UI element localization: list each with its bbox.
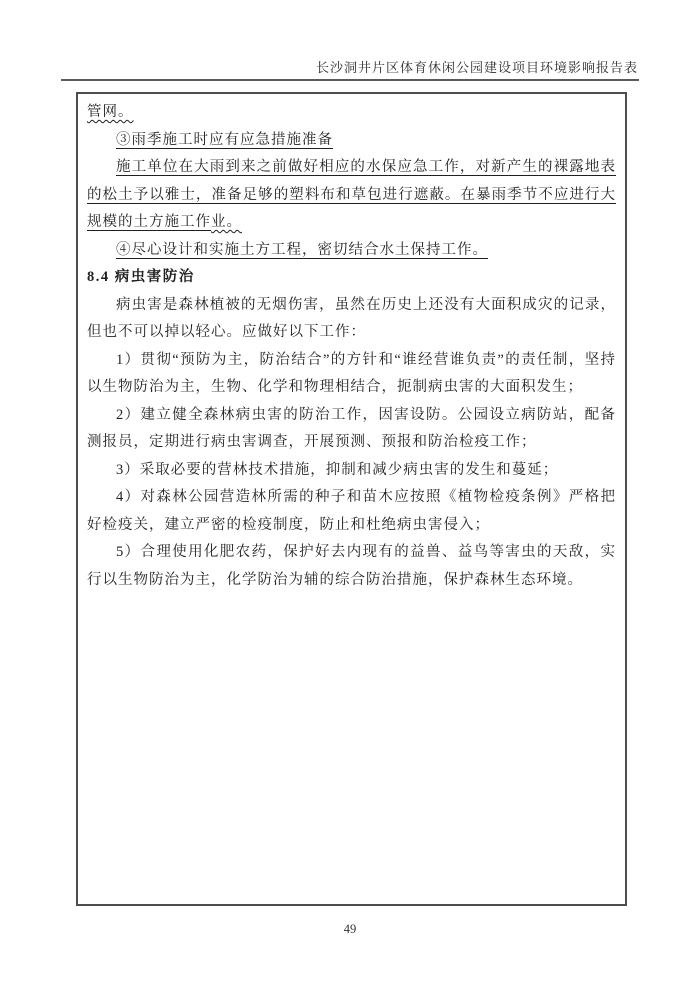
paragraph-rain-season-item bbox=[87, 127, 616, 155]
paragraph-earthwork-design-item bbox=[87, 237, 616, 265]
paragraph-pest-intro: 病虫害是森林植被的无烟伤害，虽然在历史上还没有大面积成灾的记录，但也不可以掉以轻心。应做好以下工作： bbox=[87, 296, 616, 340]
rain-emergency-tail-text: 业。 bbox=[211, 214, 242, 230]
header-rule bbox=[61, 79, 639, 81]
pest-measure-item-1: 1）贯彻“预防为主，防治结合”的方针和“谁经营谁负责”的责任制，坚持以生物防治为主，生物、化学和物理相结合，扼制病虫害的大面积发生； bbox=[87, 351, 616, 395]
pest-measure-item-2: 2）建立健全森林病虫害的防治工作，因害设防。公园设立病防站，配备测报员，定期进行病虫害调查，开展预测、预报和防治检疫工作； bbox=[87, 406, 616, 450]
section-heading-pest-control: 8.4 病虫害防治 bbox=[87, 269, 195, 285]
earthwork-design-item-text: ④尽心设计和实施土方工程，密切结合水土保持工作。 bbox=[116, 241, 488, 258]
pest-measure-item-3: 3）采取必要的营林技术措施，抑制和减少病虫害的发生和蔓延； bbox=[116, 461, 559, 478]
pipe-network-tail-text: 管网。 bbox=[87, 104, 134, 120]
rain-season-item-text: ③雨季施工时应有应急措施准备 bbox=[116, 131, 333, 148]
pest-measure-item-5: 5）合理使用化肥农药，保护好去内现有的益兽、益鸟等害虫的天敌，实行以生物防治为主，化学防治为辅的综合防治措施，保护森林生态环境。 bbox=[87, 544, 616, 588]
header-title: 长沙洞井片区体育休闲公园建设项目环境影响报告表 bbox=[315, 60, 638, 75]
paragraph-rain-emergency bbox=[87, 154, 616, 237]
content-border-box bbox=[76, 92, 627, 906]
pest-measure-item-4: 4）对森林公园营造林所需的种子和苗木应按照《植物检疫条例》严格把好检疫关，建立严密的检疫制度，防止和杜绝病虫害侵入； bbox=[87, 489, 616, 533]
rain-emergency-body-text: 施工单位在大雨到来之前做好相应的水保应急工作，对新产生的裸露地表的松土予以雅士，准备足够的塑料布和草包进行遮蔽。在暴雨季节不应进行大规模的土方施工作 bbox=[87, 159, 616, 230]
page-number: 49 bbox=[343, 922, 357, 936]
paragraph-pipe-network-tail bbox=[87, 99, 616, 127]
